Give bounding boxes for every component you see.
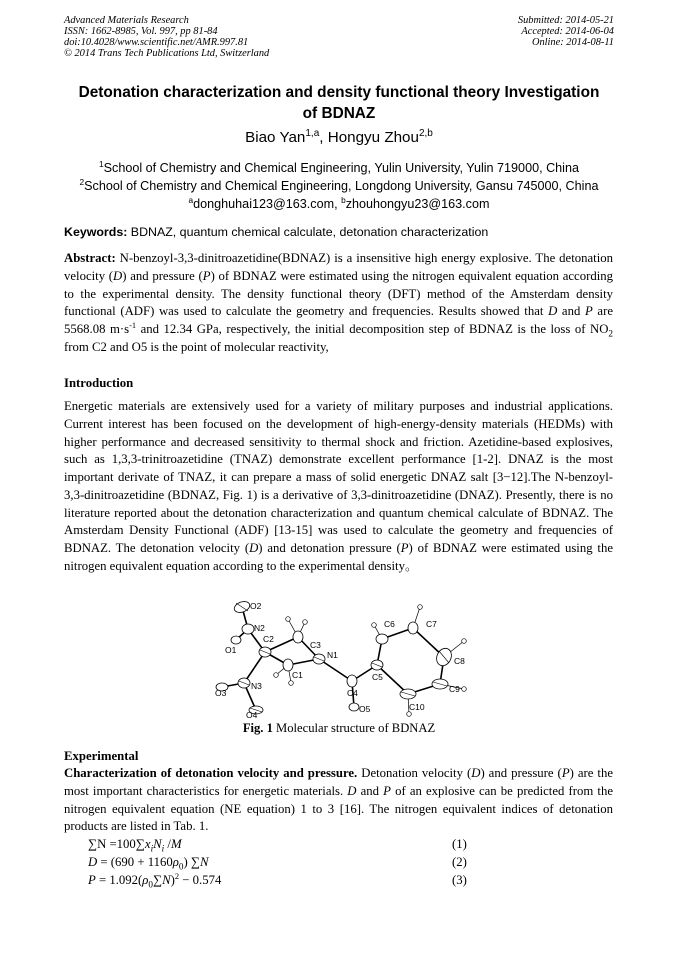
eq1-m: M: [170, 837, 182, 851]
author-list: [64, 128, 614, 148]
atom-label-o1: O1: [225, 645, 237, 655]
eq2-rho-sub: 0: [178, 861, 184, 872]
eq2-sum: ) ∑: [183, 855, 200, 869]
author-separator: ,: [319, 129, 328, 146]
eq3-p: P: [88, 873, 96, 887]
eq2-d: D: [88, 855, 98, 869]
atom-label-o2: O2: [250, 601, 262, 611]
journal-name: Advanced Materials Research: [64, 15, 189, 26]
online-date: Online: 2014-08-11: [531, 37, 614, 48]
eq1-part: ∑N =100∑: [88, 837, 145, 851]
atom-label-c2: C2: [263, 634, 274, 644]
introduction-text-1: Energetic materials are extensively used for a variety of military purposes and industrial applications. Current interest has been focused on the development of high-energy-density materials (HEDMs) with higher performance and decreased sensitivity to thermal shock and friction. Azetidine-based explosives, such as 1,3,3-trinitroazetidine (TNAZ) demonstrate excellent performance [1-2]. DNAZ is the most important derivate of TNAZ, it can prepare a mass of solid energetic DNAZ salt [3−12].The N-benzoyl-3,3-dinitroazetidine (BDNAZ, Fig. 1) is a derivative of 3,3-dinitroazetidine (DNAZ). Presently, there is no literature reported about the detonation characterization and quantum chemical calculate of BDNAZ. The Amsterdam Density Functional (ADF) [13-15] was used to calculate the geometry and frequencies of BDNAZ. The detonation velocity (: [64, 399, 613, 555]
equation-1-number: (1): [452, 837, 467, 851]
equation-2: [88, 854, 468, 871]
journal-header-left: [64, 15, 269, 59]
abstract-text-4: and: [557, 304, 585, 319]
journal-doi: doi:10.4028/www.scientific.net/AMR.997.81: [64, 37, 249, 48]
eq3-const: − 0.574: [179, 873, 222, 887]
paper-title: [64, 82, 614, 124]
figure-caption-text: Molecular structure of BDNAZ: [272, 721, 436, 735]
introduction-text-3: ) of BDNAZ were estimated using the nitrogen equivalent equation according to the experimental density。: [64, 541, 613, 573]
eq2-part: = (690 + 1160: [97, 855, 173, 869]
eq2-n: N: [200, 855, 209, 869]
email-b: zhouhongyu23@163.com: [345, 197, 490, 211]
abstract-text-6: and 12.34 GPa, respectively, the initial decomposition step of BDNAZ is the loss of NO: [136, 322, 609, 336]
eq3-rho: ρ: [142, 873, 149, 887]
abstract-symbol-p: P: [584, 304, 593, 319]
introduction-paragraph: [64, 398, 613, 576]
submitted-date: Submitted: 2014-05-21: [517, 15, 614, 26]
eq3-square: 2: [174, 871, 180, 881]
abstract-symbol-d: D: [113, 268, 123, 283]
journal-issn: ISSN: 1662-8985, Vol. 997, pp 81-84: [64, 26, 218, 37]
eq3-sum: ∑: [153, 873, 163, 887]
keywords-label: Keywords:: [64, 225, 128, 239]
atom-label-c1: C1: [292, 670, 303, 680]
experimental-heading: Experimental: [64, 749, 139, 763]
eq3-n: N: [162, 873, 171, 887]
atom-label-c4: C4: [347, 688, 358, 698]
author-2: Hongyu Zhou: [327, 129, 419, 146]
paper-title-line-2: of BDNAZ: [302, 105, 376, 122]
introduction-symbol-p: P: [400, 541, 409, 555]
equation-3-number: (3): [452, 873, 467, 887]
experimental-paragraph: [64, 765, 613, 836]
atom-label-c9: C9: [449, 684, 460, 694]
accepted-date: Accepted: 2014-06-04: [521, 26, 614, 37]
journal-copyright: © 2014 Trans Tech Publications Ltd, Switzerland: [64, 48, 270, 59]
abstract-unit-exponent: -1: [129, 320, 137, 330]
equation-3: [88, 872, 468, 889]
molecular-structure-figure: [214, 597, 484, 719]
experimental-text-1: Detonation velocity (: [357, 766, 472, 780]
introduction-heading: Introduction: [64, 376, 134, 390]
abstract-text-2: ) and pressure (: [122, 268, 203, 283]
atom-label-c5: C5: [372, 672, 383, 682]
experimental-symbol-d: D: [347, 783, 357, 798]
author-1: Biao Yan: [245, 129, 306, 146]
abstract-paragraph: [64, 250, 613, 357]
affiliation-1: [64, 158, 614, 176]
atom-label-o3: O3: [215, 688, 227, 698]
experimental-text-4: and: [356, 783, 384, 798]
atom-label-o5: O5: [359, 704, 371, 714]
atom-label-c10: C10: [409, 702, 425, 712]
experimental-symbol-p: P: [383, 783, 391, 798]
atom-label-n3: N3: [251, 681, 262, 691]
journal-header-right: [518, 15, 614, 48]
author-2-affil: 2,b: [418, 127, 433, 139]
abstract-symbol-d: D: [548, 304, 558, 319]
keywords-text: BDNAZ, quantum chemical calculate, detonation characterization: [127, 225, 489, 239]
author-1-affil: 1,a: [305, 127, 320, 139]
abstract-text-1: N-benzoyl-3,3-dinitroazetidine(BDNAZ) is a insensitive high energy explosive. The detonation velocity (: [64, 251, 613, 283]
experimental-text-2: ) and pressure (: [480, 766, 562, 780]
abstract-text-5: are 5568.08 m·s: [64, 304, 613, 336]
equation-2-number: (2): [452, 855, 467, 869]
experimental-subheading: Characterization of detonation velocity and pressure.: [64, 766, 358, 780]
keywords: [64, 225, 614, 240]
email-a: donghuhai123@163.com,: [193, 197, 342, 211]
atom-label-c8: C8: [454, 656, 465, 666]
equation-1: [88, 836, 468, 853]
atom-label-c6: C6: [384, 619, 395, 629]
atom-label-o4: O4: [246, 710, 258, 719]
abstract-label: Abstract:: [64, 251, 116, 265]
abstract-text-7: from C2 and O5 is the point of molecular reactivity,: [64, 339, 329, 354]
eq2-rho: ρ: [172, 855, 179, 869]
eq1-i: i: [150, 843, 154, 854]
eq3-paren: ): [170, 873, 175, 887]
eq1-slash: /: [164, 837, 171, 851]
eq3-part: = 1.092(: [95, 873, 143, 887]
eq3-rho-sub: 0: [148, 879, 154, 890]
paper-title-line-1: Detonation characterization and density functional theory Investigation: [78, 84, 600, 101]
atom-label-c7: C7: [426, 619, 437, 629]
affiliation-1-text: School of Chemistry and Chemical Engineering, Yulin University, Yulin 719000, China: [103, 161, 579, 175]
atom-label-c3: C3: [310, 640, 321, 650]
eq1-x: x: [144, 837, 151, 851]
affiliation-1-mark: 1: [99, 158, 104, 169]
figure-caption-label: Fig. 1: [242, 721, 273, 735]
experimental-text-5: of an explosive can be predicted from the nitrogen equivalent equation (NE equation) 1 to 3 [16]. The nitrogen equivalent indices of detonation products are listed in Tab. 1.: [64, 783, 613, 834]
affiliation-2-mark: 2: [79, 176, 85, 187]
introduction-text-2: ) and detonation pressure (: [258, 541, 401, 555]
introduction-symbol-d: D: [249, 541, 259, 555]
atom-label-n1: N1: [327, 650, 338, 660]
atom-label-n2: N2: [254, 623, 265, 633]
abstract-text-3: ) of BDNAZ were estimated using the nitrogen equivalent equation according to the experimental density. The density functional theory (DFT) method of the Amsterdam density functional (ADF) was used to calculate the geometry and frequencies. Results showed that: [64, 268, 613, 319]
figure-caption: [64, 720, 614, 736]
abstract-symbol-p: P: [202, 268, 211, 283]
eq1-n: N: [153, 837, 162, 851]
experimental-symbol-p: P: [561, 766, 570, 780]
email-b-mark: b: [341, 194, 346, 205]
author-emails: [64, 194, 614, 212]
affiliation-2: [64, 176, 614, 194]
experimental-symbol-d: D: [471, 766, 481, 780]
affiliation-2-text: School of Chemistry and Chemical Engineering, Longdong University, Gansu 745000, China: [84, 179, 599, 193]
abstract-subscript: 2: [608, 328, 613, 339]
experimental-text-3: ) are the most important characteristics for energetic materials.: [64, 766, 613, 798]
eq1-i2: i: [161, 843, 165, 854]
email-a-mark: a: [188, 194, 194, 205]
